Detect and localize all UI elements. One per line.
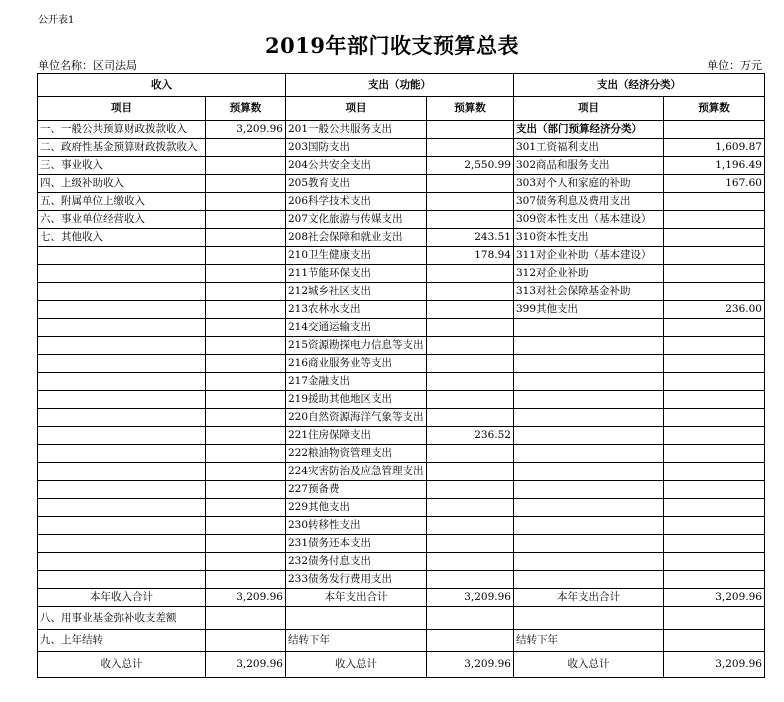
income-item (38, 427, 206, 445)
table-row (38, 265, 765, 283)
econ-amount: 236.00 (664, 301, 765, 319)
income-amount (206, 247, 286, 265)
econ-item: 支出（部门预算经济分类） (514, 121, 664, 139)
econ-item (514, 319, 664, 337)
income-item (38, 445, 206, 463)
econ-item: 303对个人和家庭的补助 (514, 175, 664, 193)
econ-amount: 1,196.49 (664, 157, 765, 175)
econ-item (514, 517, 664, 535)
income-amount (206, 481, 286, 499)
func-item: 217金融支出 (286, 373, 427, 391)
income-amount (206, 409, 286, 427)
income-amount (206, 445, 286, 463)
income-item (38, 283, 206, 301)
econ-item: 309资本性支出（基本建设） (514, 211, 664, 229)
func-amount (427, 211, 514, 229)
table-row (38, 571, 765, 589)
income-amount (206, 229, 286, 247)
income-amount (206, 283, 286, 301)
econ-item (514, 445, 664, 463)
econ-amount (664, 355, 765, 373)
table-row (38, 121, 765, 139)
income-amount (206, 337, 286, 355)
econ-amount (664, 445, 765, 463)
func-item: 213农林水支出 (286, 301, 427, 319)
income-item (38, 409, 206, 427)
total-row (38, 589, 765, 607)
func-item: 215资源勘探电力信息等支出 (286, 337, 427, 355)
func-item: 233债务发行费用支出 (286, 571, 427, 589)
table-row (38, 301, 765, 319)
func-amount (427, 139, 514, 157)
table-row (38, 481, 765, 499)
income-amount (206, 391, 286, 409)
func-amount (427, 355, 514, 373)
income-item (38, 319, 206, 337)
econ-amount (664, 229, 765, 247)
table-row (38, 175, 765, 193)
income-amount (206, 211, 286, 229)
grand-income-value: 3,209.96 (206, 652, 286, 678)
income-item: 六、事业单位经营收入 (38, 211, 206, 229)
table-row (38, 211, 765, 229)
income-amount (206, 265, 286, 283)
header-expense-economic: 支出（经济分类） (514, 74, 765, 97)
func-amount (427, 553, 514, 571)
econ-amount (664, 481, 765, 499)
func-amount: 236.52 (427, 427, 514, 445)
func-item: 229其他支出 (286, 499, 427, 517)
table-row (38, 373, 765, 391)
budget-table (37, 73, 765, 678)
income-item (38, 571, 206, 589)
econ-item (514, 535, 664, 553)
econ-amount (664, 211, 765, 229)
econ-item (514, 337, 664, 355)
income-item (38, 355, 206, 373)
income-item: 七、其他收入 (38, 229, 206, 247)
func-amount (427, 463, 514, 481)
col-amount: 预算数 (206, 97, 286, 121)
econ-amount (664, 337, 765, 355)
income-amount (206, 517, 286, 535)
func-amount (427, 301, 514, 319)
econ-amount (664, 193, 765, 211)
income-amount (206, 571, 286, 589)
func-amount (427, 337, 514, 355)
income-total-label: 本年收入合计 (38, 589, 206, 607)
income-item (38, 499, 206, 517)
func-amount: 2,550.99 (427, 157, 514, 175)
func-carryover-label: 结转下年 (286, 630, 427, 652)
income-amount (206, 373, 286, 391)
income-item (38, 337, 206, 355)
header-expense-function: 支出（功能） (286, 74, 514, 97)
grand-func-label: 收入总计 (286, 652, 427, 678)
income-item (38, 535, 206, 553)
econ-amount (664, 463, 765, 481)
func-item: 211节能环保支出 (286, 265, 427, 283)
econ-item (514, 553, 664, 571)
econ-amount (664, 319, 765, 337)
func-item: 210卫生健康支出 (286, 247, 427, 265)
econ-item (514, 427, 664, 445)
func-amount (427, 409, 514, 427)
func-amount (427, 391, 514, 409)
econ-amount (664, 265, 765, 283)
func-item: 207文化旅游与传媒支出 (286, 211, 427, 229)
func-item: 220自然资源海洋气象等支出 (286, 409, 427, 427)
econ-item (514, 499, 664, 517)
func-total-value: 3,209.96 (427, 589, 514, 607)
func-total-label: 本年支出合计 (286, 589, 427, 607)
income-item: 二、政府性基金预算财政拨款收入 (38, 139, 206, 157)
income-item (38, 301, 206, 319)
table-body (38, 121, 765, 589)
table-row (38, 247, 765, 265)
income-amount (206, 193, 286, 211)
func-item: 205教育支出 (286, 175, 427, 193)
income-amount (206, 139, 286, 157)
func-amount (427, 535, 514, 553)
econ-amount (664, 553, 765, 571)
econ-total-label: 本年支出合计 (514, 589, 664, 607)
econ-amount (664, 247, 765, 265)
func-amount (427, 517, 514, 535)
econ-item: 311对企业补助（基本建设） (514, 247, 664, 265)
econ-item: 312对企业补助 (514, 265, 664, 283)
prior-carryover-label: 九、上年结转 (38, 630, 206, 652)
income-amount (206, 463, 286, 481)
table-row (38, 535, 765, 553)
econ-amount (664, 121, 765, 139)
func-amount (427, 445, 514, 463)
table-row (38, 229, 765, 247)
func-item: 224灾害防治及应急管理支出 (286, 463, 427, 481)
econ-amount (664, 409, 765, 427)
income-amount (206, 355, 286, 373)
econ-item: 307债务利息及费用支出 (514, 193, 664, 211)
func-item: 214交通运输支出 (286, 319, 427, 337)
grand-income-label: 收入总计 (38, 652, 206, 678)
col-item: 项目 (514, 97, 664, 121)
econ-item: 302商品和服务支出 (514, 157, 664, 175)
econ-total-value: 3,209.96 (664, 589, 765, 607)
econ-item (514, 373, 664, 391)
income-amount (206, 175, 286, 193)
table-row (38, 391, 765, 409)
econ-item: 310资本性支出 (514, 229, 664, 247)
func-item: 216商业服务业等支出 (286, 355, 427, 373)
func-amount (427, 373, 514, 391)
income-item: 四、上级补助收入 (38, 175, 206, 193)
func-item: 204公共安全支出 (286, 157, 427, 175)
income-item (38, 517, 206, 535)
table-row (38, 409, 765, 427)
econ-carryover-label: 结转下年 (514, 630, 664, 652)
func-item: 201一般公共服务支出 (286, 121, 427, 139)
func-amount (427, 283, 514, 301)
func-amount (427, 481, 514, 499)
econ-item: 399其他支出 (514, 301, 664, 319)
func-amount (427, 499, 514, 517)
carryover-row (38, 630, 765, 652)
func-item: 219援助其他地区支出 (286, 391, 427, 409)
income-item (38, 553, 206, 571)
income-item: 五、附属单位上缴收入 (38, 193, 206, 211)
income-item (38, 481, 206, 499)
func-amount (427, 193, 514, 211)
func-amount (427, 571, 514, 589)
header-income: 收入 (38, 74, 286, 97)
income-amount (206, 301, 286, 319)
econ-amount (664, 427, 765, 445)
income-item (38, 391, 206, 409)
income-amount (206, 499, 286, 517)
func-item: 222粮油物资管理支出 (286, 445, 427, 463)
econ-item (514, 409, 664, 427)
econ-amount: 1,609.87 (664, 139, 765, 157)
income-item (38, 463, 206, 481)
func-item: 221住房保障支出 (286, 427, 427, 445)
func-item: 203国防支出 (286, 139, 427, 157)
fund-balance-row (38, 607, 765, 630)
func-amount (427, 121, 514, 139)
func-item: 230转移性支出 (286, 517, 427, 535)
table-row (38, 463, 765, 481)
econ-amount (664, 535, 765, 553)
income-item (38, 373, 206, 391)
income-amount (206, 553, 286, 571)
currency-unit: 单位：万元 (707, 59, 762, 72)
page-title: 2019年部门收支预算总表 (265, 33, 519, 58)
func-amount (427, 265, 514, 283)
unit-name: 单位名称：区司法局 (38, 59, 137, 72)
func-amount (427, 319, 514, 337)
table-row (38, 193, 765, 211)
func-amount: 243.51 (427, 229, 514, 247)
income-amount (206, 427, 286, 445)
econ-item: 301工资福利支出 (514, 139, 664, 157)
income-amount: 3,209.96 (206, 121, 286, 139)
income-total-value: 3,209.96 (206, 589, 286, 607)
econ-amount (664, 499, 765, 517)
table-row (38, 319, 765, 337)
func-item: 227预备费 (286, 481, 427, 499)
col-amount: 预算数 (664, 97, 765, 121)
col-item: 项目 (286, 97, 427, 121)
table-tag: 公开表1 (38, 15, 75, 26)
econ-item (514, 571, 664, 589)
income-amount (206, 319, 286, 337)
income-item (38, 247, 206, 265)
table-row (38, 427, 765, 445)
fund-balance-label: 八、用事业基金弥补收支差额 (38, 607, 206, 630)
income-item: 一、一般公共预算财政拨款收入 (38, 121, 206, 139)
econ-amount: 167.60 (664, 175, 765, 193)
econ-item (514, 391, 664, 409)
table-row (38, 157, 765, 175)
col-item: 项目 (38, 97, 206, 121)
func-item: 212城乡社区支出 (286, 283, 427, 301)
grand-total-row (38, 652, 765, 678)
income-amount (206, 157, 286, 175)
table-row (38, 553, 765, 571)
table-row (38, 283, 765, 301)
econ-item (514, 355, 664, 373)
table-row (38, 139, 765, 157)
func-item: 232债务付息支出 (286, 553, 427, 571)
econ-amount (664, 373, 765, 391)
income-item: 三、事业收入 (38, 157, 206, 175)
income-amount (206, 535, 286, 553)
table-row (38, 355, 765, 373)
grand-func-value: 3,209.96 (427, 652, 514, 678)
func-item: 206科学技术支出 (286, 193, 427, 211)
func-item: 231债务还本支出 (286, 535, 427, 553)
func-amount: 178.94 (427, 247, 514, 265)
grand-econ-value: 3,209.96 (664, 652, 765, 678)
table-row (38, 337, 765, 355)
col-amount: 预算数 (427, 97, 514, 121)
econ-amount (664, 517, 765, 535)
grand-econ-label: 收入总计 (514, 652, 664, 678)
econ-amount (664, 571, 765, 589)
econ-amount (664, 283, 765, 301)
table-row (38, 499, 765, 517)
econ-item (514, 463, 664, 481)
econ-item: 313对社会保障基金补助 (514, 283, 664, 301)
table-row (38, 517, 765, 535)
income-item (38, 265, 206, 283)
econ-amount (664, 391, 765, 409)
func-amount (427, 175, 514, 193)
econ-item (514, 481, 664, 499)
func-item: 208社会保障和就业支出 (286, 229, 427, 247)
table-row (38, 445, 765, 463)
